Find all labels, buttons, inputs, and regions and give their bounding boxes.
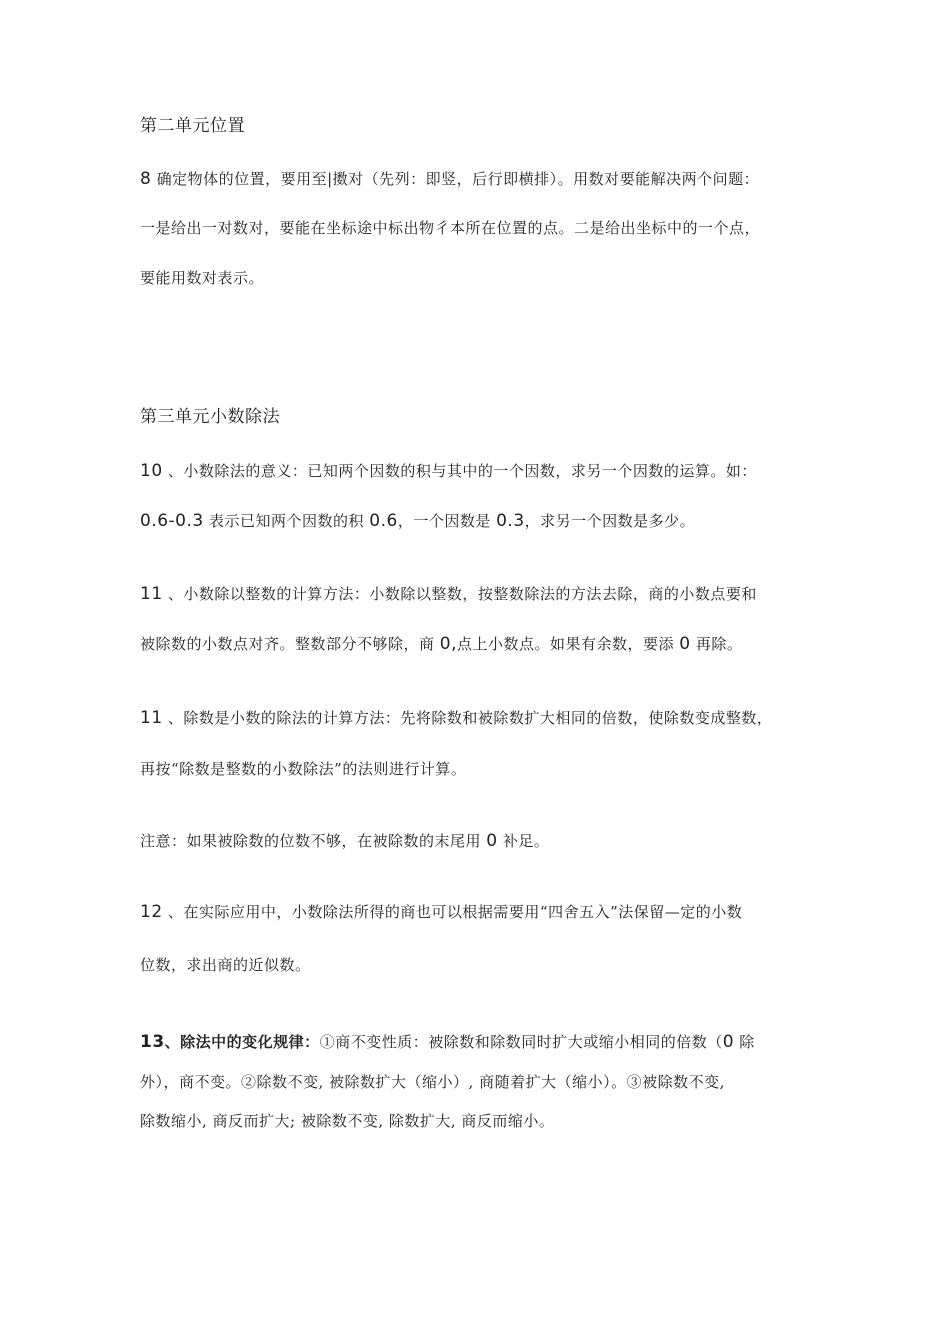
number-text: 0.3 (496, 511, 525, 531)
number-text: 0 (722, 1032, 735, 1052)
paragraph-text: 补足。 (497, 832, 550, 850)
paragraph-text: ，一个因数是 (397, 512, 497, 530)
paragraph-8-line-1 (140, 169, 759, 189)
paragraph-text: 、小数除以整数的计算方法：小数除以整数，按整数除法的方法去除，商的小数点要和 (167, 585, 757, 603)
paragraph-text: 表示已知两个因数的积 (203, 512, 370, 530)
item-number: 11 (140, 584, 163, 604)
note-line (140, 831, 549, 851)
paragraph-text: ，求另一个因数是多少。 (524, 512, 696, 530)
paragraph-text: 注意：如果被除数的位数不够，在被除数的末尾用 (140, 832, 487, 850)
paragraph-text: 再除。 (690, 635, 743, 653)
paragraph-text: 除 (734, 1033, 755, 1051)
bold-heading-text: 、除法中的变化规律： (164, 1033, 320, 1051)
paragraph-8-line-2: 一是给出一对数对，要能在坐标途中标出物彳本所在位置的点。二是给出坐标中的一个点， (140, 219, 761, 237)
paragraph-text: 确定物体的位置，要用至|擞对（先列：即竖，后行即横排）。用数对要能解决两个问题： (156, 170, 760, 188)
paragraph-11b-line-1 (140, 708, 772, 728)
paragraph-text: 、小数除法的意义：已知两个因数的积与其中的一个因数，求另一个因数的运算。如： (167, 462, 757, 480)
number-text: 0.6 (369, 511, 398, 531)
number-text: 0, (439, 634, 458, 654)
paragraph-text: 被除数的小数点对齐。整数部分不够除，商 (140, 635, 440, 653)
paragraph-13-line-3: 除数缩小, 商反而扩大; 被除数不变, 除数扩大, 商反而缩小。 (140, 1112, 555, 1130)
unit3-title: 第三单元小数除法 (140, 407, 280, 427)
paragraph-text: 、在实际应用中，小数除法所得的商也可以根据需要用“四舍五入”法保留—定的小数 (167, 903, 743, 921)
paragraph-text: 点上小数点。如果有余数，要添 (457, 635, 680, 653)
number-text: 0.6-0.3 (140, 511, 204, 531)
paragraph-10-line-2 (140, 511, 695, 531)
item-number: 12 (140, 902, 163, 922)
paragraph-11a-line-1 (140, 584, 757, 604)
item-number: 10 (140, 461, 163, 481)
item-number: 8 (140, 169, 152, 189)
paragraph-text: 、除数是小数的除法的计算方法：先将除数和被除数扩大相同的倍数，使除数变成整数， (167, 709, 773, 727)
item-number: 11 (140, 708, 163, 728)
number-text: 0 (486, 831, 498, 851)
paragraph-8-line-3: 要能用数对表示。 (140, 269, 265, 287)
paragraph-11b-line-2: 再按“除数是整数的小数除法”的法则进行计算。 (140, 760, 467, 778)
paragraph-13-line-1 (140, 1032, 755, 1052)
number-text: 0 (679, 634, 691, 654)
unit2-title: 第二单元位置 (140, 116, 245, 136)
paragraph-12-line-1 (140, 902, 742, 922)
paragraph-text: ①商不变性质：被除数和除数同时扩大或缩小相同的倍数（ (319, 1033, 723, 1051)
paragraph-13-line-2: 外），商不变。②除数不变, 被除数扩大（缩小）, 商随着扩大（缩小）。③被除数不变, (140, 1073, 725, 1091)
paragraph-12-line-2: 位数，求出商的近似数。 (140, 956, 311, 974)
item-number: 13 (140, 1032, 165, 1052)
paragraph-10-line-1 (140, 461, 757, 481)
paragraph-11a-line-2 (140, 634, 742, 654)
